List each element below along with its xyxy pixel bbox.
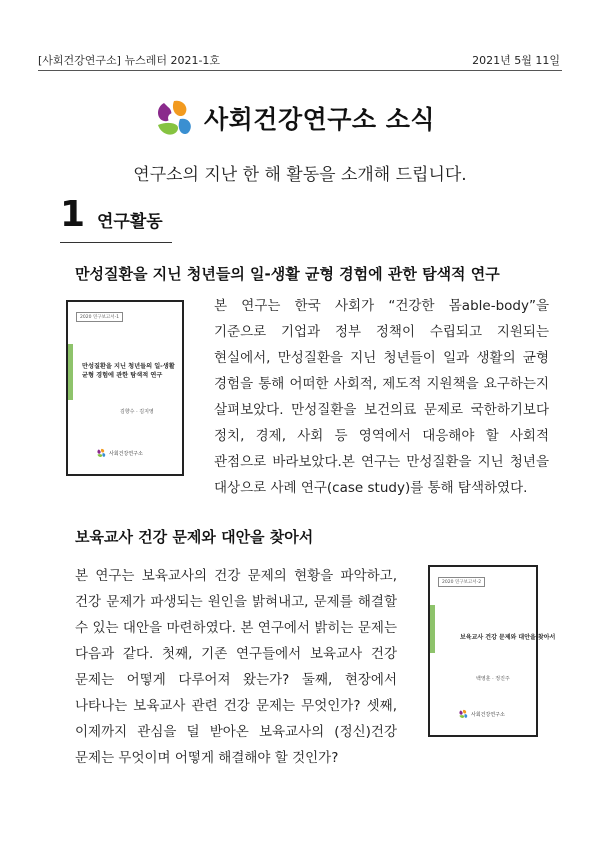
report-cover-band: [68, 344, 73, 400]
research-2-body: 본 연구는 보육교사의 건강 문제의 현황을 파악하고, 건강 문제가 파생되는 원인을 밝혀내고, 문제를 해결할 수 있는 대안을 마련하였다. 본 연구에서 밝히는 문제는 다음과 같다. 첫째, 기존 연구들에서 보육교사 건강 문제는 어떻게 다루어져 왔는가? 둘째, 현장에서 나타나는 보육교사 관련 건강 문제는 무엇인가? 셋째, 이제까지 관심을 덜 받아온 보육교사의 (정신)건강 문제는 무엇이며 어떻게 해결해야 할 것인가?: [75, 568, 397, 766]
institute-logo-icon: [152, 97, 194, 139]
report-cover-tag: 2020 연구보고서-2: [438, 577, 485, 587]
report-cover-authors: 김향수 · 김지영: [120, 409, 154, 415]
research-1-heading: 만성질환을 지닌 청년들의 일-생활 균형 경험에 관한 탐색적 연구: [75, 265, 500, 283]
report-cover-org: [458, 709, 505, 719]
research-1-body: 본 연구는 한국 사회가 “건강한 몸able-body”을 기준으로 기업과 정부 정책이 수립되고 지원되는 현실에서, 만성질환을 지닌 청년들이 일과 생활의 균형 경험을 통해 어떠한 사회적, 제도적 지원책을 요구하는지 살펴보았다. 만성질환을 보건의료 문제로 국한하기보다 정치, 경제, 사회 등 영역에서 대응해야 할 사회적 관점으로 바라보았다.본 연구는 만성질환을 지닌 청년을 대상으로 사례 연구(case study)를 통해 탐색하였다.: [214, 298, 549, 496]
report-cover-authors: 백영훈 · 정진주: [476, 676, 510, 682]
intro-text: 연구소의 지난 한 해 활동을 소개해 드립니다.: [133, 165, 467, 185]
report-cover-org-name: 사회건강연구소: [109, 450, 143, 457]
report-cover-1: [66, 300, 184, 476]
newsletter-title: 사회건강연구소 소식: [204, 105, 436, 134]
institute-logo-icon: [96, 448, 106, 458]
report-cover-title: 보육교사 건강 문제와 대안을 찾아서: [460, 634, 556, 641]
newsletter-date: 2021년 5월 11일: [472, 54, 560, 67]
section-title: 연구활동: [97, 212, 163, 232]
newsletter-issue: [사회건강연구소] 뉴스레터 2021-1호: [38, 54, 221, 67]
report-cover-org-name: 사회건강연구소: [471, 711, 505, 718]
institute-logo-icon: [458, 709, 468, 719]
section-divider: [60, 242, 172, 243]
report-cover-tag: 2020 연구보고서-1: [76, 312, 123, 322]
report-cover-band: [430, 605, 435, 653]
section-number: 1: [60, 194, 86, 235]
header-divider: [38, 70, 562, 71]
research-2-heading: 보육교사 건강 문제와 대안을 찾아서: [75, 528, 314, 546]
report-cover-org: [96, 448, 143, 458]
report-cover-title: 만성질환을 지닌 청년들의 일-생활 균형 경험에 관한 탐색적 연구: [82, 363, 175, 379]
report-cover-2: [428, 565, 556, 737]
